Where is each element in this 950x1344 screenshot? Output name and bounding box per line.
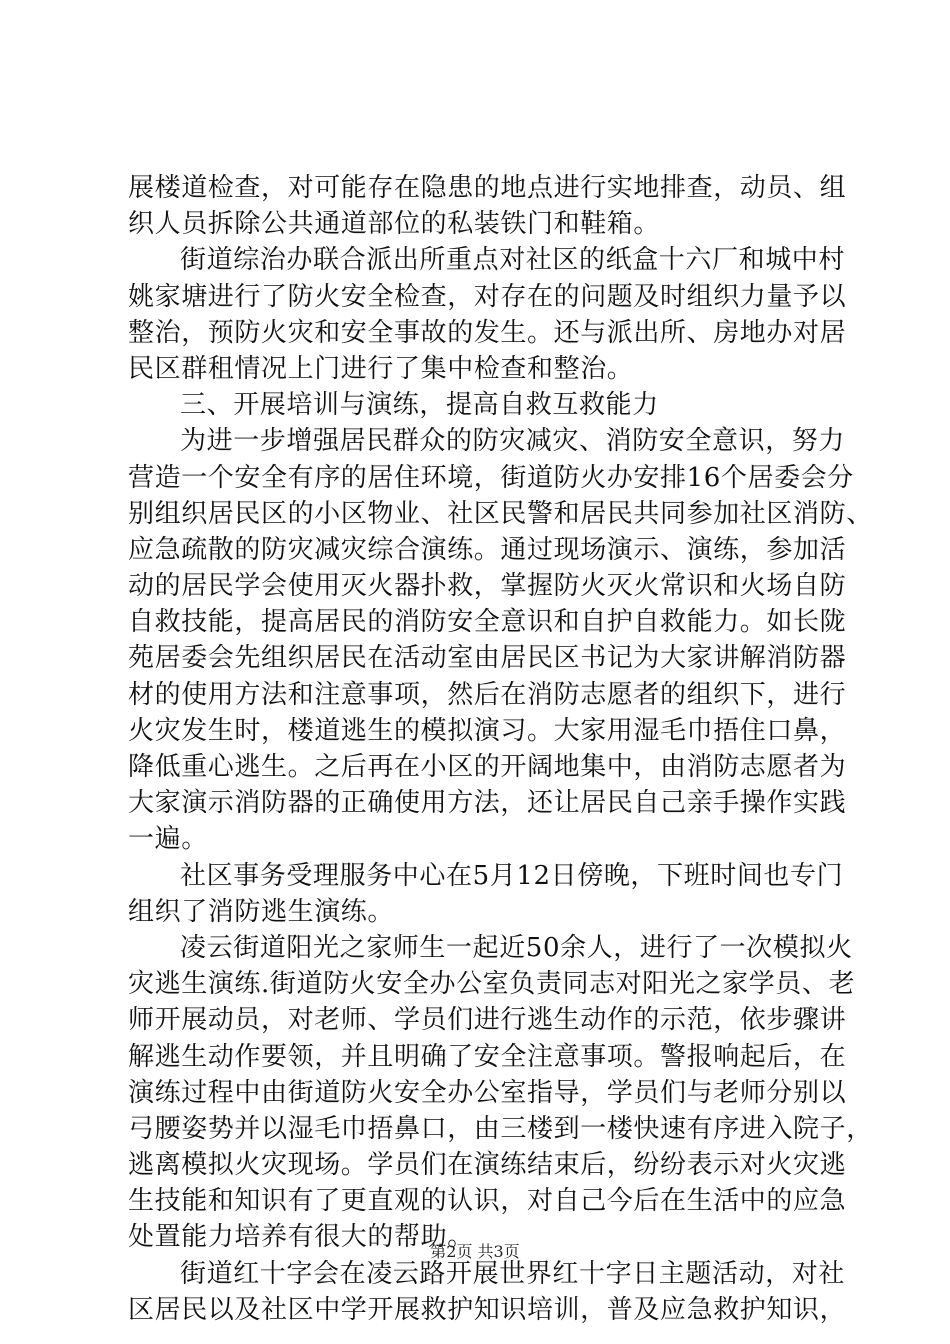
text-line: 一遍。: [128, 824, 208, 855]
text-line: 营造一个安全有序的居住环境，街道防火办安排16个居委会分: [128, 462, 854, 493]
text-line: 解逃生动作要领，并且明确了安全注意事项。警报响起后，在: [128, 1041, 847, 1072]
document-body: [128, 170, 873, 1328]
text-line: 师开展动员，对老师、学员们进行逃生动作的示范，依步骤讲: [128, 1005, 847, 1036]
text-line: 动的居民学会使用灭火器扑救，掌握防火灭火常识和火场自防: [128, 571, 847, 602]
page-number-footer: 第2页 共3页: [430, 1242, 520, 1261]
text-line: 苑居委会先组织居民在活动室由居民区书记为大家讲解消防器: [128, 643, 847, 674]
text-line: 大家演示消防器的正确使用方法，还让居民自己亲手操作实践: [128, 788, 847, 819]
text-line: 处置能力培养有很大的帮助。: [128, 1222, 474, 1253]
text-line: 姚家塘进行了防火安全检查，对存在的问题及时组织力量予以: [128, 281, 847, 312]
text-line: 弓腰姿势并以湿毛巾捂鼻口，由三楼到一楼快速有序进入院子，: [128, 1113, 873, 1144]
text-line: 材的使用方法和注意事项，然后在消防志愿者的组织下，进行: [128, 679, 847, 710]
text-line: 织人员拆除公共通道部位的私装铁门和鞋箱。: [128, 209, 661, 240]
text-line: 应急疏散的防灾减灾综合演练。通过现场演示、演练，参加活: [128, 534, 847, 565]
text-line: 民区群租情况上门进行了集中检查和整治。: [128, 353, 634, 384]
text-line: 展楼道检查，对可能存在隐患的地点进行实地排查，动员、组: [128, 173, 847, 203]
paragraph-start-line: 社区事务受理服务中心在5月12日傍晚，下班时间也专门: [180, 860, 844, 891]
paragraph-start-line: 街道红十字会在凌云路开展世界红十字日主题活动，对社: [180, 1258, 846, 1289]
text-line: 灾逃生演练.街道防火安全办公室负责同志对阳光之家学员、老: [128, 969, 856, 1000]
text-line: 整治，预防火灾和安全事故的发生。还与派出所、房地办对居: [128, 317, 847, 348]
text-line: 区居民以及社区中学开展救护知识培训，普及应急救护知识，: [128, 1294, 847, 1325]
text-line: 逃离模拟火灾现场。学员们在演练结束后，纷纷表示对火灾逃: [128, 1150, 847, 1181]
paragraph-start-line: 凌云街道阳光之家师生一起近50余人，进行了一次模拟火: [180, 932, 853, 963]
section-heading: 三、开展培训与演练，提高自救互救能力: [180, 390, 659, 421]
paragraph-start-line: 街道综治办联合派出所重点对社区的纸盒十六厂和城中村: [180, 245, 846, 276]
text-line: 火灾发生时，楼道逃生的模拟演习。大家用湿毛巾捂住口鼻，: [128, 715, 847, 746]
text-line: 别组织居民区的小区物业、社区民警和居民共同参加社区消防、: [128, 498, 873, 529]
text-line: 生技能和知识有了更直观的认识，对自己今后在生活中的应急: [128, 1186, 847, 1217]
text-line: 降低重心逃生。之后再在小区的开阔地集中，由消防志愿者为: [128, 752, 847, 782]
text-line: 自救技能，提高居民的消防安全意识和自护自救能力。如长陇: [128, 607, 847, 638]
text-line: 演练过程中由街道防火安全办公室指导，学员们与老师分别以: [128, 1077, 847, 1108]
paragraph-start-line: 为进一步增强居民群众的防灾减灾、消防安全意识，努力: [180, 426, 846, 457]
text-line: 组织了消防逃生演练。: [128, 896, 395, 927]
